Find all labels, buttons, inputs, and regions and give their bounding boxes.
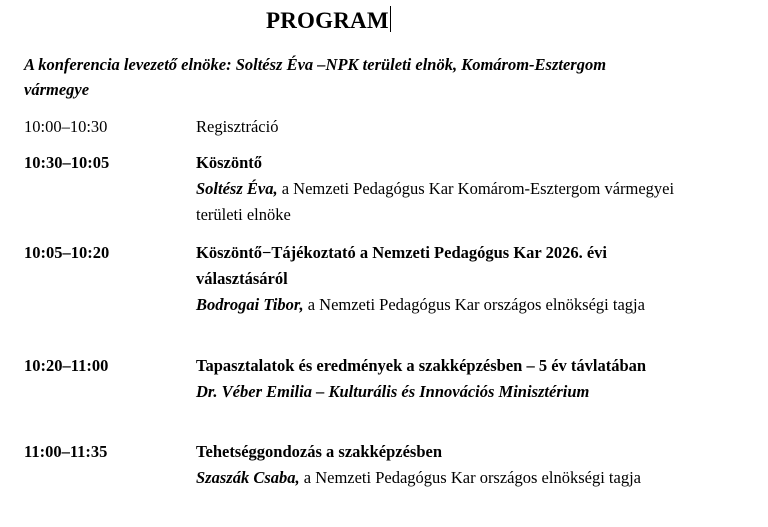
speaker-role: a Nemzeti Pedagógus Kar országos elnökségi tagja [303, 295, 645, 314]
schedule-time: 10:30–10:05 [24, 153, 110, 172]
speaker-role: a Nemzeti Pedagógus Kar Komárom-Esztergom vármegyei területi elnöke [196, 179, 675, 224]
schedule-content [196, 439, 696, 491]
text-cursor [390, 6, 391, 32]
schedule-time: 11:00–11:35 [24, 442, 108, 461]
session-speaker-line [196, 292, 696, 318]
schedule-time: 10:00–10:30 [24, 117, 108, 136]
session-title: Köszöntő [196, 153, 262, 172]
session-title: Tapasztalatok és eredmények a szakképzésben – 5 év távlatában [196, 356, 647, 375]
speaker-name: Szaszák Csaba, [196, 468, 300, 487]
page-title [266, 6, 391, 34]
session-speaker-line [196, 465, 696, 491]
speaker-name: Dr. Véber Emilia – Kulturális és Innovációs Minisztérium [196, 382, 590, 401]
session-title: Tehetséggondozás a szakképzésben [196, 442, 442, 461]
schedule-content [196, 114, 716, 140]
speaker-role: a Nemzeti Pedagógus Kar országos elnökségi tagja [299, 468, 641, 487]
schedule-time: 10:05–10:20 [24, 243, 110, 262]
speaker-name: Soltész Éva, [196, 179, 278, 198]
session-title: Köszöntő−Tájékoztató a Nemzeti Pedagógus Kar 2026. évi választásáról [196, 243, 607, 288]
schedule-content [196, 240, 696, 318]
session-title: Regisztráció [196, 117, 279, 136]
schedule-content [196, 150, 716, 228]
schedule-time: 10:20–11:00 [24, 356, 109, 375]
speaker-name: Bodrogai Tibor, [196, 295, 304, 314]
session-speaker-line [196, 176, 716, 228]
schedule-content [196, 353, 666, 405]
title-text: PROGRAM [266, 8, 389, 33]
conference-chair-line: A konferencia levezető elnöke: Soltész Éva –NPK területi elnök, Komárom-Esztergom vármegye [24, 55, 607, 99]
